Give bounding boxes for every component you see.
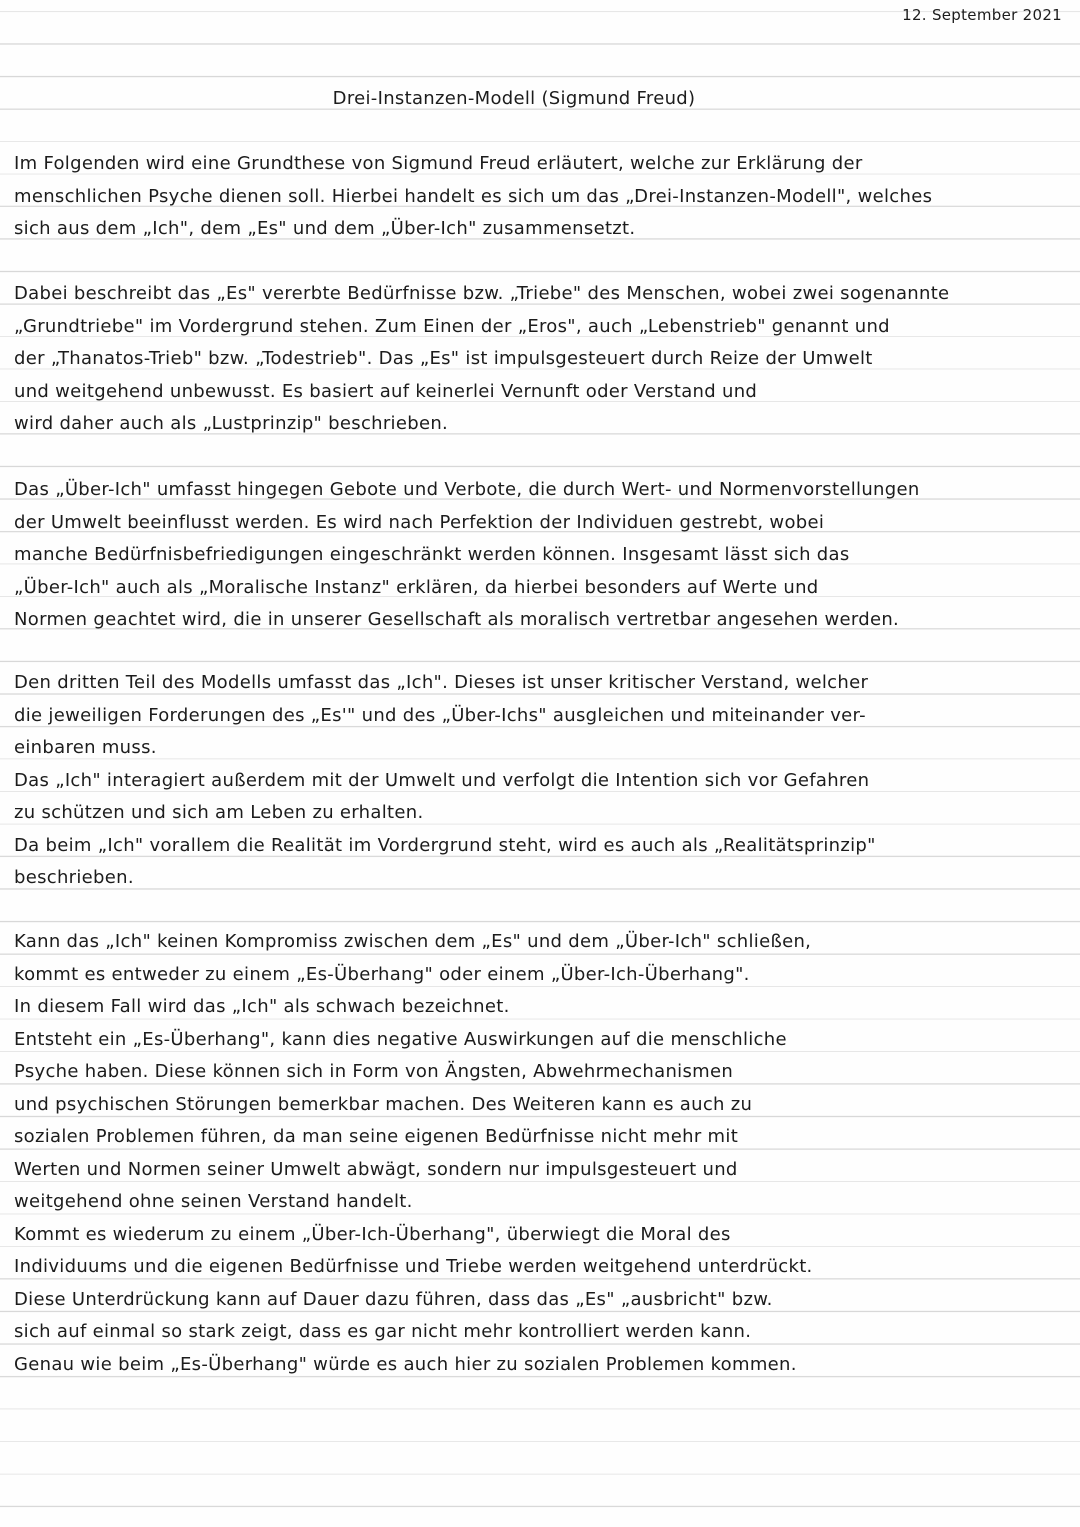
text-line: Entsteht ein „Es-Überhang", kann dies negative Auswirkungen auf die menschliche xyxy=(14,1028,787,1050)
paragraph-intro xyxy=(14,148,1066,246)
text-line: „Grundtriebe" im Vordergrund stehen. Zum Einen der „Eros", auch „Lebenstrieb" genannt und xyxy=(14,315,890,337)
page-title: Drei-Instanzen-Modell (Sigmund Freud) xyxy=(332,88,696,109)
text-line: Normen geachtet wird, die in unserer Gesellschaft als moralisch vertretbar angesehen werden. xyxy=(14,609,900,630)
date-label: 12. September 2021 xyxy=(902,6,1062,24)
text-line: In diesem Fall wird das „Ich" als schwach bezeichnet. xyxy=(14,996,510,1017)
text-line: manche Bedürfnisbefriedigungen eingeschränkt werden können. Insgesamt lässt sich das xyxy=(14,544,850,565)
text-line: Das „Ich" interagiert außerdem mit der Umwelt und verfolgt die Intention sich vor Gefahren xyxy=(14,769,870,791)
text-line: Individuums und die eigenen Bedürfnisse und Triebe werden weitgehend unterdrückt. xyxy=(14,1256,813,1277)
text-line: Den dritten Teil des Modells umfasst das „Ich". Dieses ist unser kritischer Verstand, welcher xyxy=(14,672,869,693)
text-line: die jeweiligen Forderungen des „Es'" und des „Über-Ichs" ausgleichen und miteinander ver- xyxy=(14,704,866,726)
text-line: sich aus dem „Ich", dem „Es" und dem „Über-Ich" zusammensetzt. xyxy=(14,218,636,239)
text-line: „Über-Ich" auch als „Moralische Instanz" erklären, da hierbei besonders auf Werte und xyxy=(14,576,819,598)
text-line: Das „Über-Ich" umfasst hingegen Gebote und Verbote, die durch Wert- und Normenvorstellungen xyxy=(14,479,920,500)
text-line: und weitgehend unbewusst. Es basiert auf keinerlei Vernunft oder Verstand und xyxy=(14,380,758,402)
text-line: wird daher auch als „Lustprinzip" beschrieben. xyxy=(14,413,449,434)
text-line: Dabei beschreibt das „Es" vererbte Bedürfnisse bzw. „Triebe" des Menschen, wobei zwei sogenannte xyxy=(14,283,950,304)
text-line: menschlichen Psyche dienen soll. Hierbei handelt es sich um das „Drei-Instanzen-Modell", welches xyxy=(14,185,933,207)
text-line: sozialen Problemen führen, da man seine eigenen Bedürfnisse nicht mehr mit xyxy=(14,1126,739,1147)
text-line: der „Thanatos-Trieb" bzw. „Todestrieb". Das „Es" ist impulsgesteuert durch Reize der Umwelt xyxy=(14,348,873,369)
text-line: einbaren muss. xyxy=(14,737,157,758)
paragraph-ich xyxy=(14,667,1066,895)
text-line: weitgehend ohne seinen Verstand handelt. xyxy=(14,1191,413,1212)
text-line: Kommt es wiederum zu einem „Über-Ich-Überhang", überwiegt die Moral des xyxy=(14,1223,731,1245)
text-line: und psychischen Störungen bemerkbar machen. Des Weiteren kann es auch zu xyxy=(14,1093,753,1115)
paragraph-ueberhang xyxy=(14,926,1066,1381)
paragraph-es xyxy=(14,278,1066,441)
text-line: zu schützen und sich am Leben zu erhalten. xyxy=(14,802,424,823)
text-line: Genau wie beim „Es-Überhang" würde es auch hier zu sozialen Problemen kommen. xyxy=(14,1353,797,1375)
text-line: Da beim „Ich" vorallem die Realität im Vordergrund steht, wird es auch als „Realitätsprinzip" xyxy=(14,834,876,856)
text-line: Werten und Normen seiner Umwelt abwägt, sondern nur impulsgesteuert und xyxy=(14,1158,738,1180)
text-line: Kann das „Ich" keinen Kompromiss zwischen dem „Es" und dem „Über-Ich" schließen, xyxy=(14,931,812,952)
text-line: der Umwelt beeinflusst werden. Es wird nach Perfektion der Individuen gestrebt, wobei xyxy=(14,511,825,533)
paragraph-ueber-ich xyxy=(14,474,1066,637)
text-line: sich auf einmal so stark zeigt, dass es gar nicht mehr kontrolliert werden kann. xyxy=(14,1321,752,1342)
text-line: Diese Unterdrückung kann auf Dauer dazu führen, dass das „Es" „ausbricht" bzw. xyxy=(14,1288,773,1310)
text-line: Im Folgenden wird eine Grundthese von Sigmund Freud erläutert, welche zur Erklärung der xyxy=(14,153,863,174)
text-line: Psyche haben. Diese können sich in Form von Ängsten, Abwehrmechanismen xyxy=(14,1061,734,1082)
text-line: beschrieben. xyxy=(14,867,134,888)
text-line: kommt es entweder zu einem „Es-Überhang" oder einem „Über-Ich-Überhang". xyxy=(14,963,750,985)
